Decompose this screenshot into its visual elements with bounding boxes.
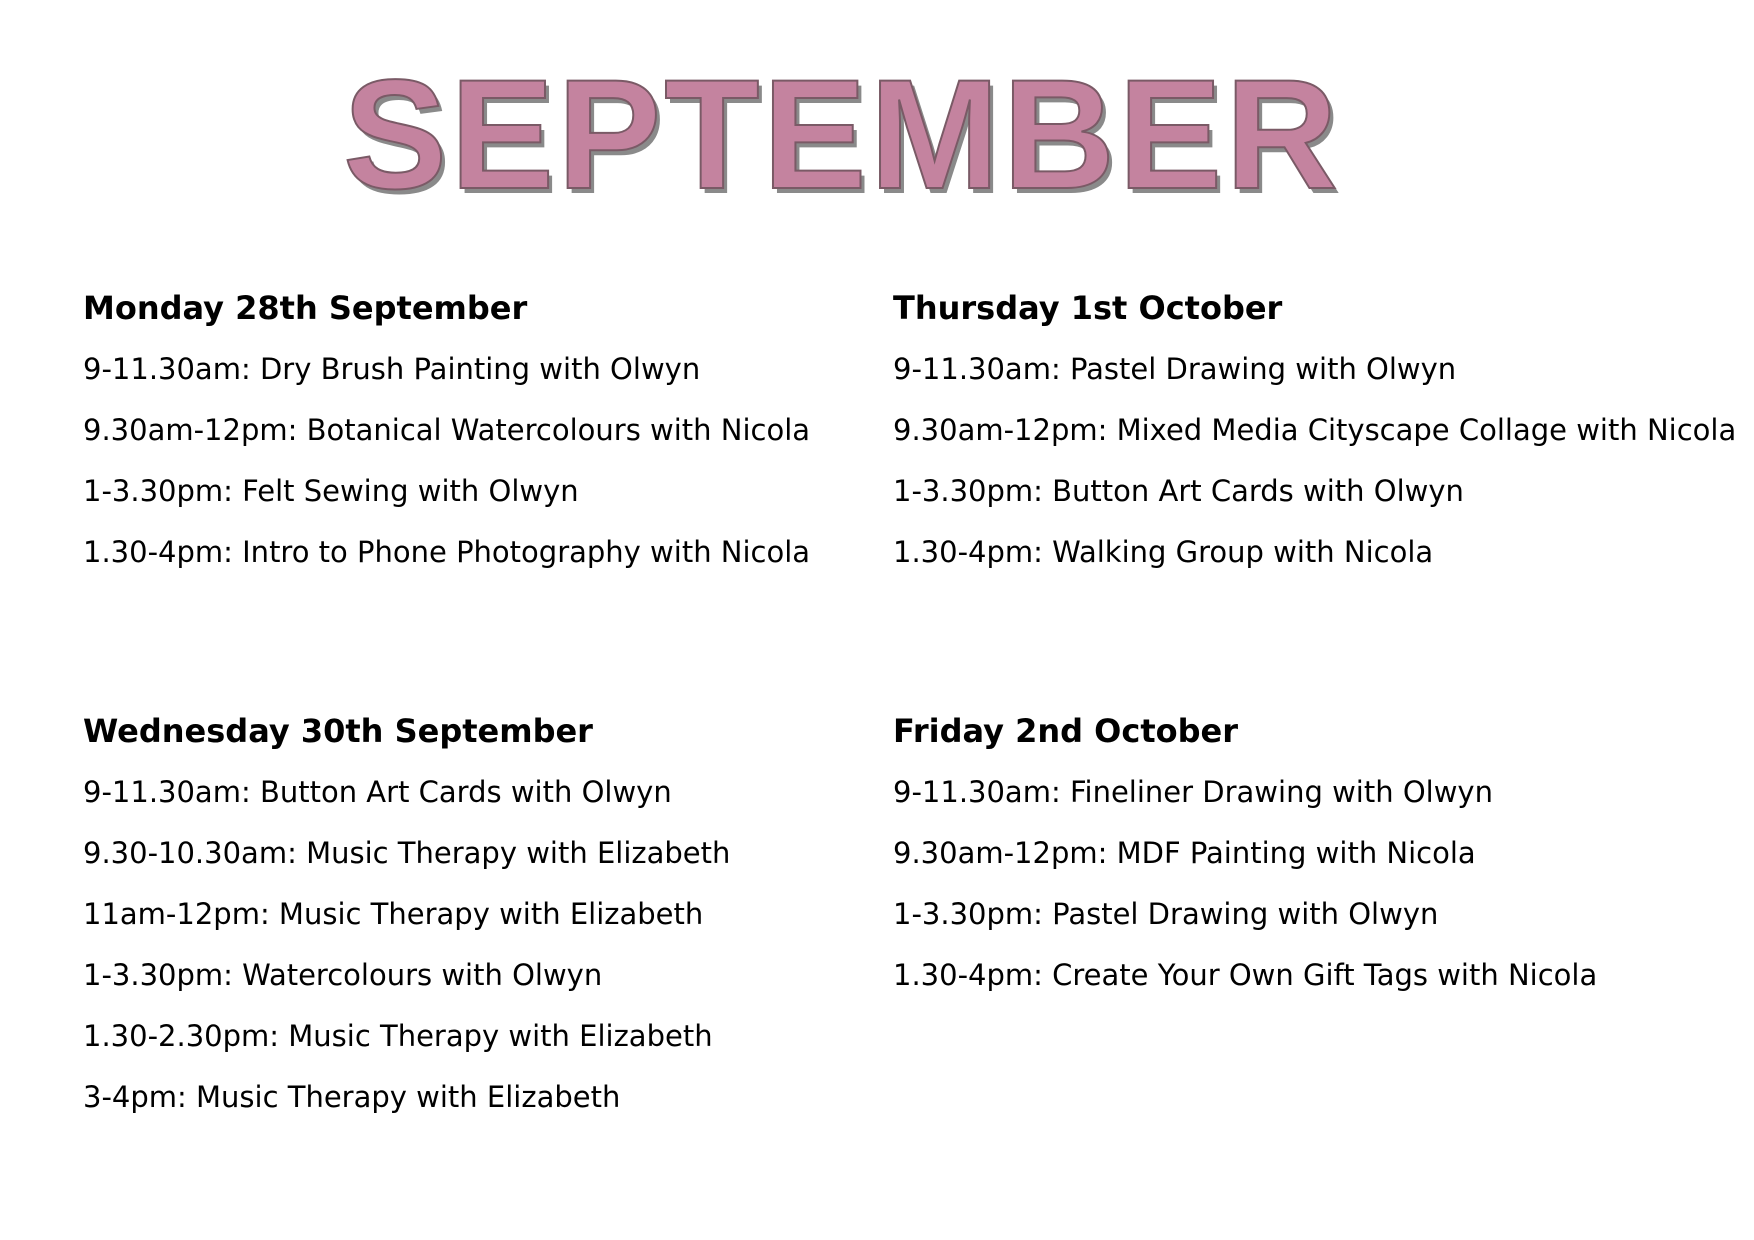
session-item: 9-11.30am: Fineliner Drawing with Olwyn: [893, 775, 1493, 809]
day-heading: Friday 2nd October: [893, 712, 1239, 750]
day-block-thursday: [893, 288, 1737, 594]
session-item: 1.30-4pm: Walking Group with Nicola: [893, 535, 1434, 569]
session-item: 9.30am-12pm: Mixed Media Cityscape Collage with Nicola: [893, 413, 1737, 447]
day-heading: Thursday 1st October: [893, 289, 1283, 327]
session-item: 9-11.30am: Button Art Cards with Olwyn: [83, 775, 672, 809]
session-item: 1.30-2.30pm: Music Therapy with Elizabeth: [83, 1019, 713, 1053]
day-block-friday: [893, 711, 1653, 1017]
session-item: 1.30-4pm: Intro to Phone Photography with Nicola: [83, 535, 811, 569]
session-item: 9.30am-12pm: Botanical Watercolours with Nicola: [83, 413, 811, 447]
session-item: 1.30-4pm: Create Your Own Gift Tags with Nicola: [893, 958, 1598, 992]
session-item: 9-11.30am: Pastel Drawing with Olwyn: [893, 352, 1457, 386]
session-item: 1-3.30pm: Button Art Cards with Olwyn: [893, 474, 1464, 508]
day-block-wednesday: [83, 711, 843, 1139]
session-item: 3-4pm: Music Therapy with Elizabeth: [83, 1080, 621, 1114]
session-item: 9.30-10.30am: Music Therapy with Elizabeth: [83, 836, 731, 870]
session-item: 9-11.30am: Dry Brush Painting with Olwyn: [83, 352, 701, 386]
day-heading: Monday 28th September: [83, 289, 528, 327]
session-item: 1-3.30pm: Pastel Drawing with Olwyn: [893, 897, 1439, 931]
session-item: 1-3.30pm: Watercolours with Olwyn: [83, 958, 603, 992]
session-item: 9.30am-12pm: MDF Painting with Nicola: [893, 836, 1476, 870]
day-block-monday: [83, 288, 843, 594]
session-item: 11am-12pm: Music Therapy with Elizabeth: [83, 897, 704, 931]
page-title: SEPTEMBER: [343, 48, 1341, 222]
day-heading: Wednesday 30th September: [83, 712, 593, 750]
session-item: 1-3.30pm: Felt Sewing with Olwyn: [83, 474, 579, 508]
